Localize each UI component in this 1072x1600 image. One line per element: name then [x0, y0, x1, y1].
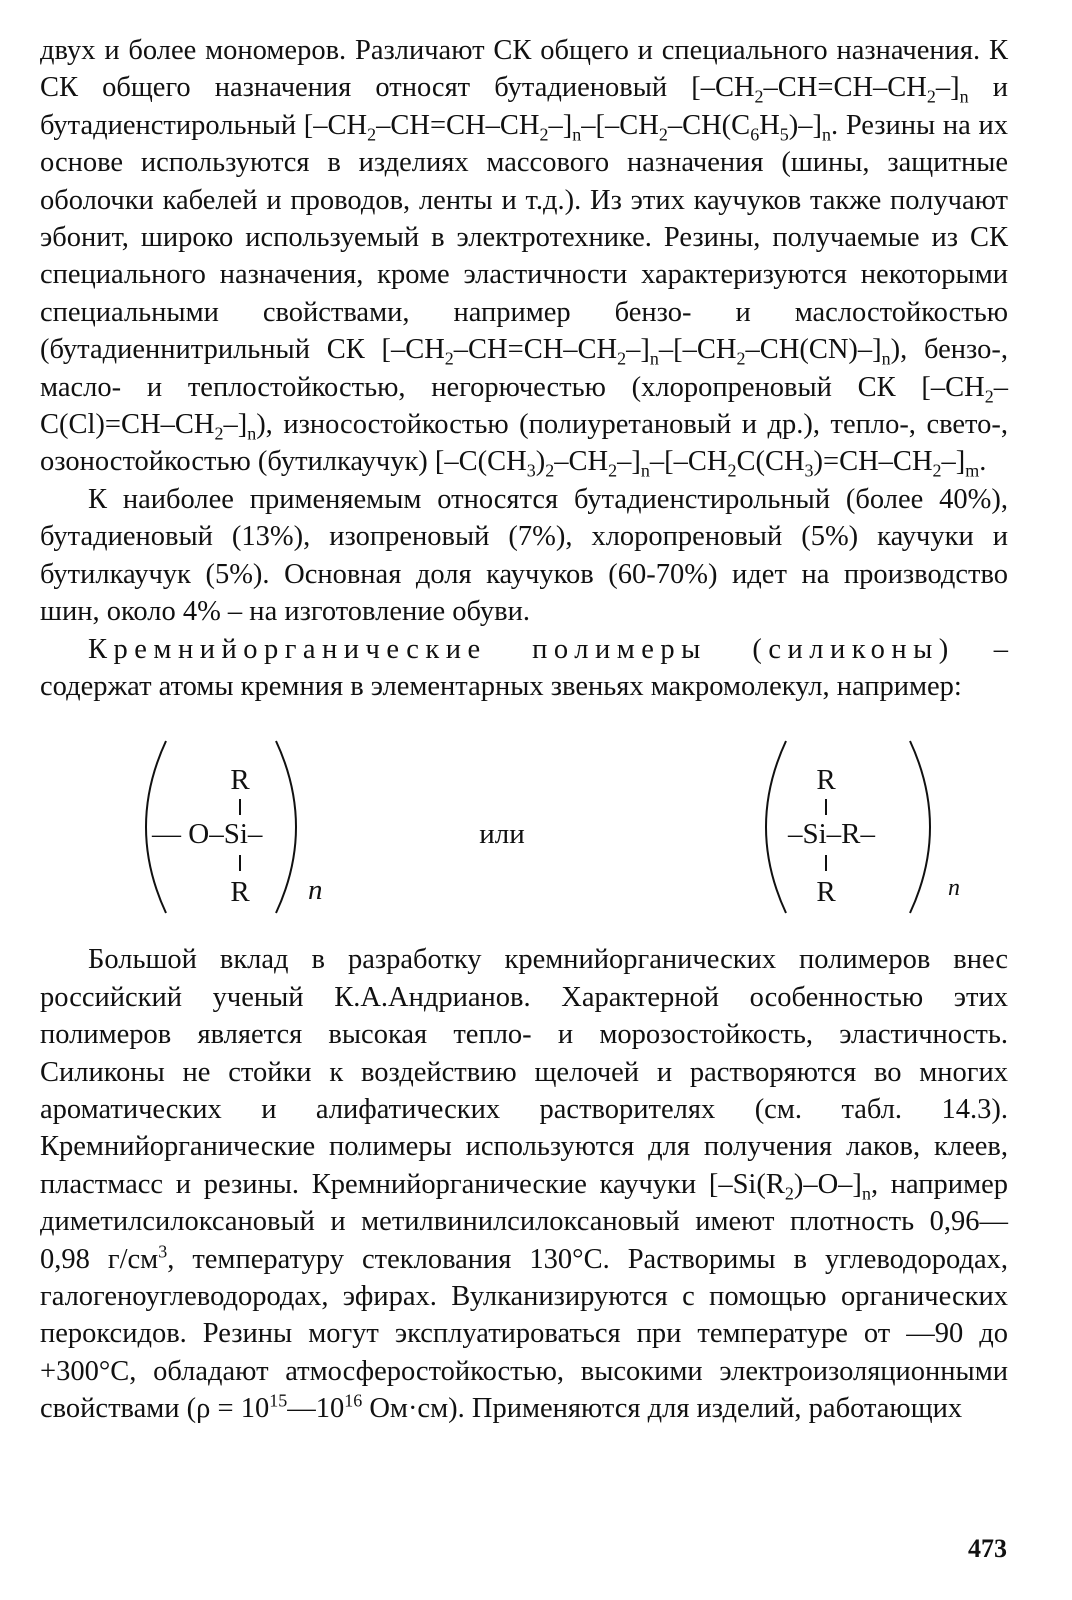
backbone-o-si: — O–Si–	[152, 818, 263, 851]
subscript: 2	[658, 124, 668, 145]
right-paren	[276, 741, 296, 913]
text: ), бензо-, масло- и теплостойкостью, негорючестью (хлоропреновый СК [–CH	[40, 334, 1008, 403]
text: двух и более мономеров. Различают СК общего и специального назначения. К СК общего назначения относят бутадиеновый [–CH	[40, 35, 1008, 104]
subscript: 2	[754, 87, 764, 108]
text: –]	[548, 109, 573, 141]
text: –]	[223, 409, 248, 441]
subscript: 2	[784, 1183, 794, 1204]
text: –[–CH	[649, 446, 728, 478]
subscript: 2	[984, 386, 994, 407]
subscript: n	[572, 124, 582, 145]
text: , температуру стеклования 130°С. Растворимы в углеводородах, галогеноуглеводородах, эфирах. Вулканизируются с помощью органических пероксидов. Резины могут эксплуатироваться при температуре от —90 до +300°С, обладают атмосферостойкостью, высокими электроизоляционными свойствами (ρ = 10	[40, 1243, 1009, 1425]
subscript: n	[822, 124, 832, 145]
formula-drawing	[40, 719, 1008, 937]
conjunction-or: или	[479, 818, 525, 851]
text: –CH	[554, 446, 609, 478]
subscript: 3	[526, 461, 536, 482]
subscript: 2	[539, 124, 549, 145]
paragraph-usage-shares: К наиболее применяемым относятся бутадиенстирольный (более 40%), бутадиеновый (13%), изопреновый (7%), хлоропреновый (5%) каучуки и бутилкаучук (5%). Основная доля каучуков (60-70%) идет на производство шин, около 4% – на изготовление обуви.	[40, 483, 1008, 628]
right-paren	[910, 741, 930, 913]
text: –CH(C	[667, 109, 751, 141]
text: . Резины на их основе используются в изделиях массового назначения (шины, защитные оболочки кабелей и проводов, ленты и т.д.). Из этих каучуков также получают эбонит, широко используемый в электротехнике. Резины, получаемые из СК специального назначения, кроме эластичности характеризуются некоторыми специальными свойствами, например бензо- и маслостойкостью (бутадиеннитрильный СК [–CH	[40, 109, 1008, 366]
text: – содержат атомы кремния в элементарных звеньях макромолекул, например:	[40, 633, 1008, 702]
substituent-r-bottom: R	[816, 876, 836, 909]
subscript: n	[861, 1183, 871, 1204]
repeat-index-n: n	[948, 875, 960, 902]
subscript: 2	[444, 348, 454, 369]
paragraph-silicones-intro	[40, 631, 1008, 706]
subscript: 2	[545, 461, 555, 482]
paragraph-synthetic-rubbers	[40, 32, 1008, 481]
text: )=CH–CH	[813, 446, 933, 478]
subscript: n	[649, 348, 659, 369]
text: ), износостойкостью (полиуретановый и др.), тепло-, свето-, озоностойкостью (бутилкаучук) [–C(CH	[40, 409, 1008, 478]
text: Большой вклад в разработку кремнийорганических полимеров внес российский ученый К.А.Андрианов. Характерной особенностью этих полимеров является высокая тепло- и морозостойкость, эластичность. Силиконы не стойки к воздействию щелочей и растворяются во многих ароматических и алифатических растворителях (см. табл. 14.3). Кремнийорганические полимеры используются для получения лаков, клеев, пластмасс и резины. Кремнийорганические каучуки [–Si(R	[40, 944, 1008, 1200]
text: –]	[941, 446, 966, 478]
subscript: 2	[214, 423, 224, 444]
superscript: 3	[158, 1241, 168, 1262]
subscript: 2	[608, 461, 618, 482]
subscript: 2	[926, 87, 936, 108]
formula-left	[146, 741, 323, 913]
text: H	[759, 109, 780, 141]
text: C(CH	[736, 446, 805, 478]
left-paren	[766, 741, 786, 913]
repeat-index-n: n	[308, 874, 323, 907]
text: –]	[617, 446, 641, 478]
subscript: m	[965, 461, 980, 482]
subscript: 5	[779, 124, 789, 145]
subscript: 2	[932, 461, 942, 482]
text: –C(Cl)=CH–CH	[40, 371, 1008, 441]
text: –CH(CN)–]	[745, 334, 882, 366]
page-body	[40, 32, 1008, 1428]
subscript: n	[881, 348, 891, 369]
text: и бутадиенстирольный [–CH	[40, 72, 1008, 141]
text: –CH=CH–CH	[376, 109, 540, 141]
text: Ом·см). Применяются для изделий, работающих	[362, 1393, 963, 1425]
text: –[–CH	[581, 109, 659, 141]
defined-term: Кремнийорганические полимеры (силиконы)	[88, 633, 955, 665]
subscript: 2	[736, 348, 746, 369]
text: –CH=CH–CH	[763, 72, 927, 104]
subscript: 2	[367, 124, 377, 145]
text: .	[979, 446, 987, 478]
silicone-structural-formulas	[40, 719, 1008, 937]
text: —10	[287, 1393, 345, 1425]
superscript: 16	[344, 1390, 363, 1411]
subscript: 3	[804, 461, 814, 482]
substituent-r-bottom: R	[230, 876, 250, 909]
substituent-r-top: R	[816, 764, 836, 797]
text: –CH=CH–CH	[453, 334, 618, 366]
superscript: 15	[269, 1390, 288, 1411]
substituent-r-top: R	[230, 764, 250, 797]
paragraph-silicones-properties	[40, 941, 1008, 1427]
subscript: 2	[727, 461, 737, 482]
subscript: n	[959, 87, 969, 108]
subscript: n	[640, 461, 650, 482]
text: –]	[626, 334, 650, 366]
text: )–]	[788, 109, 823, 141]
text: , например диметилсилоксановый и метилвинилсилоксановый имеют плотность 0,96—0,98 г/см	[40, 1168, 1008, 1275]
subscript: n	[247, 423, 257, 444]
text: –]	[935, 72, 960, 104]
backbone-si-r: –Si–R–	[788, 818, 876, 851]
subscript: 2	[617, 348, 627, 369]
text: –[–CH	[658, 334, 737, 366]
text: )	[535, 446, 546, 478]
page-number: 473	[968, 1534, 1007, 1563]
formula-right	[766, 741, 960, 913]
subscript: 6	[750, 124, 760, 145]
text: )–O–]	[793, 1168, 862, 1200]
